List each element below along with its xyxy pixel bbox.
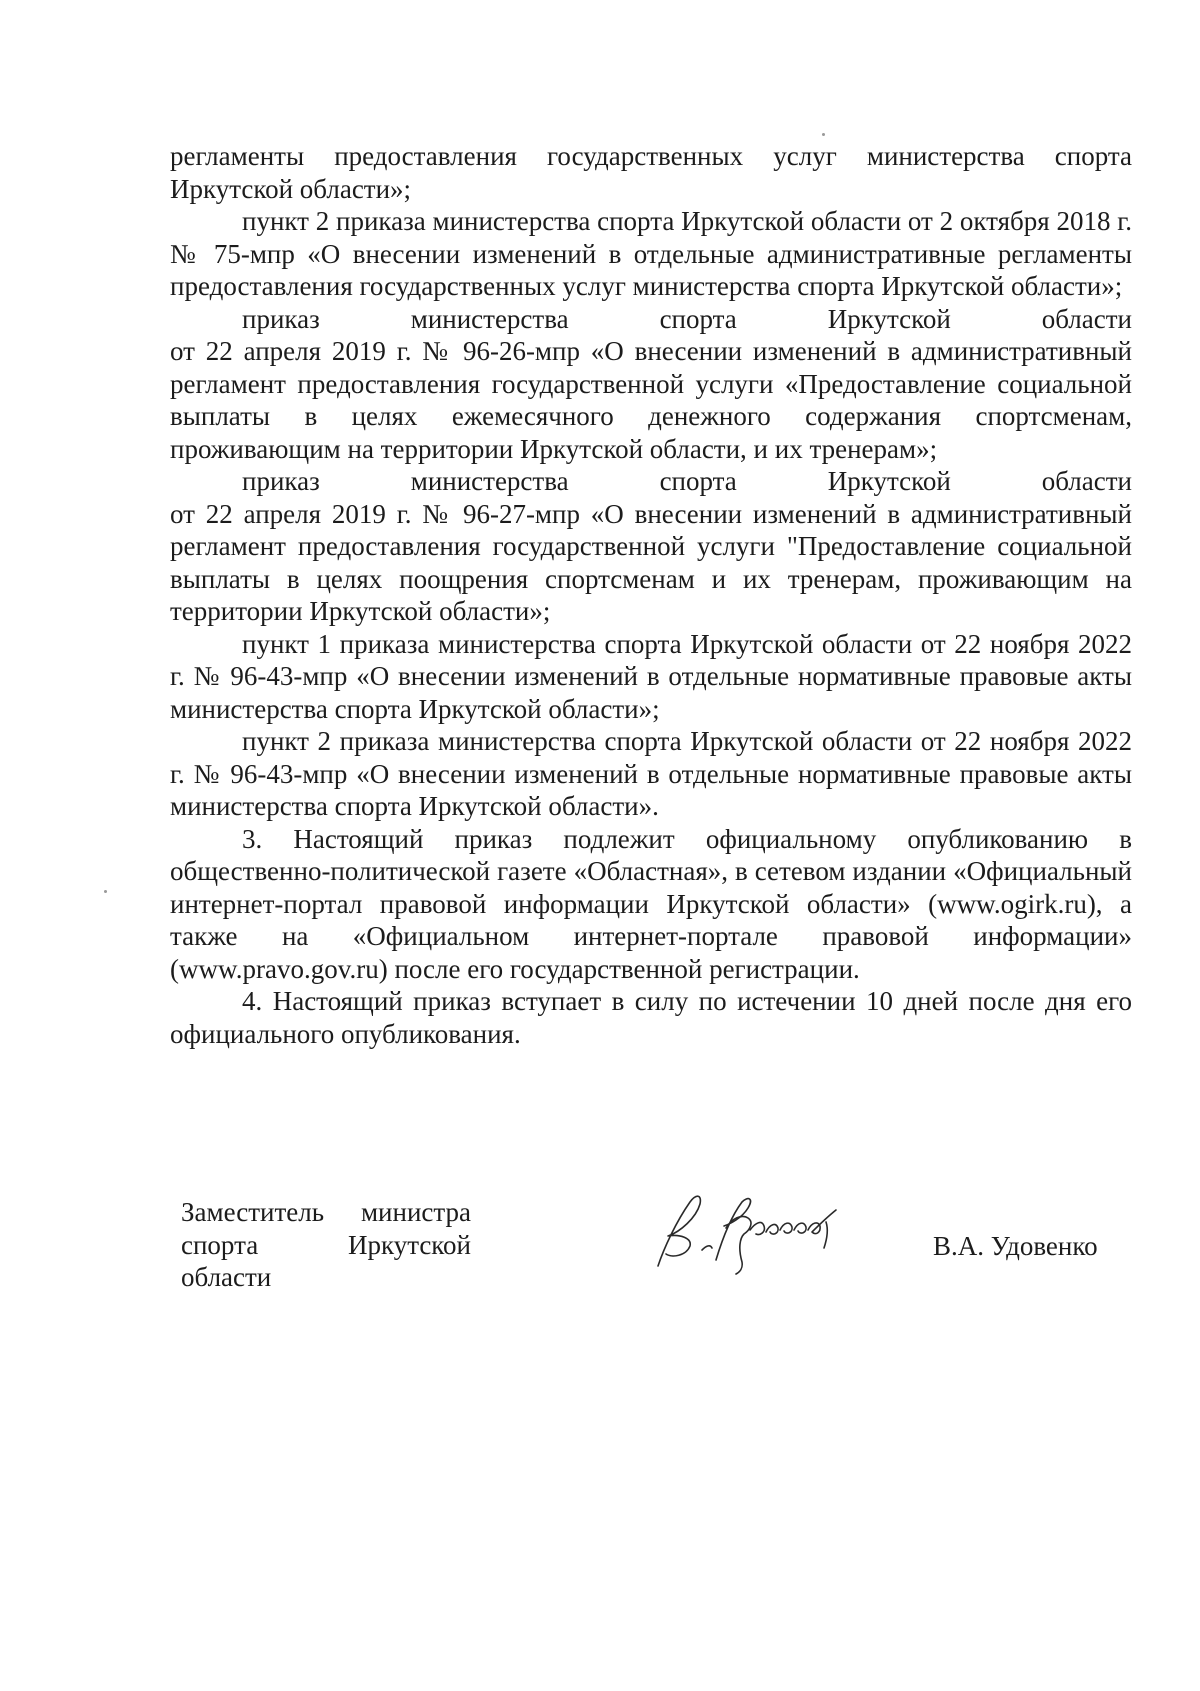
signatory-name: В.А. Удовенко [933,1231,1098,1261]
paragraph-entry-into-force: 4. Настоящий приказ вступает в силу по истечении 10 дней после дня его официального опубликования. [170,986,1132,1049]
scan-artifact-dot [104,890,107,893]
paragraph-order-96-27-body: от 22 апреля 2019 г. № 96-27-мпр «О внесении изменений в административный регламент предоставления государственной услуги "Предоставление социальной выплаты в целях поощрения спортсменам и их тренерам, проживающим на территории Иркутской области»; [170,498,1132,626]
paragraph-point-2-order-75: пункт 2 приказа министерства спорта Иркутской области от 2 октября 2018 г. № 75-мпр «О внесении изменений в отдельные административные регламенты предоставления государственных услуг министерства спорта Иркутской области»; [170,206,1132,301]
paragraph-order-96-26-body: от 22 апреля 2019 г. № 96-26-мпр «О внесении изменений в административный регламент предоставления государственной услуги «Предоставление социальной выплаты в целях ежемесячного денежного содержания спортсменам, проживающим на территории Иркутской области, и их тренерам»; [170,336,1132,464]
signatory-position-line: спорта Иркутской [181,1229,471,1260]
scan-artifact-dot [822,133,825,136]
signatory-position-line: Заместитель министра [181,1197,471,1227]
paragraph-order-96-27-head: приказ министерства спорта Иркутской области [242,466,1132,496]
signatory-position [181,1196,471,1294]
document-body [170,140,1132,1050]
signatory-position-line: области [181,1262,272,1292]
handwritten-signature [650,1188,850,1278]
paragraph-point-2-order-96-43: пункт 2 приказа министерства спорта Иркутской области от 22 ноября 2022 г. № 96-43-мпр «О внесении изменений в отдельные нормативные правовые акты министерства спорта Иркутской области». [170,726,1132,821]
paragraph-regulations-end: регламенты предоставления государственных услуг министерства спорта Иркутской области»; [170,141,1132,204]
paragraph-publication: 3. Настоящий приказ подлежит официальному опубликованию в общественно-политической газете «Областная», в сетевом издании «Официальный интернет-портал правовой информации Иркутской области» (www.ogirk.ru), а также на «Официальном интернет-портале правовой информации» (www.pravo.gov.ru) после его государственной регистрации. [170,823,1132,984]
paragraph-order-96-26-head: приказ министерства спорта Иркутской области [242,303,1132,334]
paragraph-point-1-order-96-43: пункт 1 приказа министерства спорта Иркутской области от 22 ноября 2022 г. № 96-43-мпр «О внесении изменений в отдельные нормативные правовые акты министерства спорта Иркутской области»; [170,628,1132,724]
